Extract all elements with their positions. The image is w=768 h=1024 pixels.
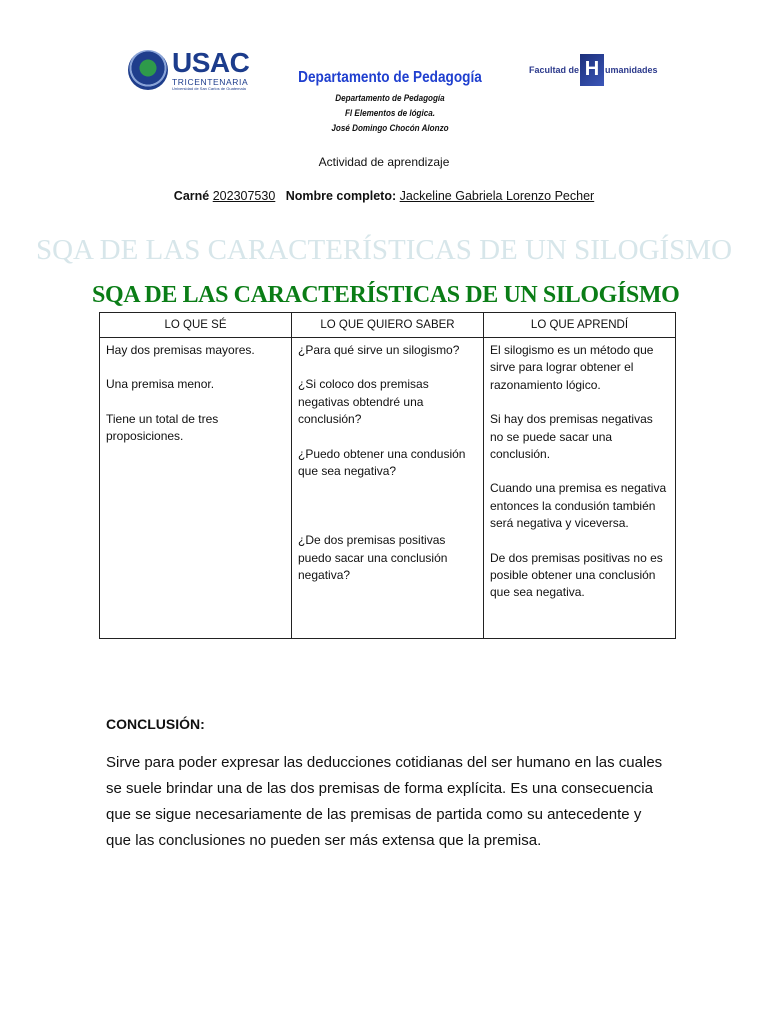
sqa-table (99, 312, 676, 639)
carne-label: Carné (173, 189, 210, 203)
name-label: Nombre completo: (285, 189, 397, 203)
header-line-2: Fl Elementos de lógica. (344, 108, 436, 118)
cell-lo-que-se (100, 338, 292, 639)
usac-subtitle: TRICENTENARIA (172, 76, 249, 87)
list-item: El silogismo es un método que sirve para lograr obtener el razonamiento lógico. (490, 343, 654, 392)
ghost-title: SQA DE LAS CARACTERÍSTICAS DE UN SILOGÍSMO (35, 234, 733, 266)
list-item: Hay dos premisas mayores. (106, 343, 255, 357)
cell-lo-que-quiero-saber (292, 338, 484, 639)
cell-lo-que-aprendi (484, 338, 676, 639)
header-lo-que-aprendi: LO QUE APRENDÍ (484, 313, 676, 338)
list-item: ¿De dos premisas positivas puedo sacar una conclusión negativa? (298, 533, 448, 583)
faculty-suffix: umanidades (605, 65, 658, 75)
list-item: Una premisa menor. (106, 377, 215, 392)
list-item: ¿Para qué sirve un silogismo? (298, 343, 460, 357)
header-lo-que-se: LO QUE SÉ (100, 313, 292, 338)
table-header-row (100, 313, 676, 338)
student-info (0, 189, 768, 203)
table-row (100, 338, 676, 639)
usac-wordmark (172, 46, 250, 92)
conclusion-title: CONCLUSIÓN: (106, 716, 205, 732)
name-value: Jackeline Gabriela Lorenzo Pecher (399, 189, 595, 203)
list-item: De dos premisas positivas no es posible obtener una conclusión que sea negativa. (490, 550, 663, 600)
humanidades-logo (529, 54, 658, 86)
usac-logo (128, 46, 256, 92)
conclusion-text: Sirve para poder expresar las deducciones cotidianas del ser humano en las cuales se suele brindar una de las dos premisas de forma explícita. Es una consecuencia que se sigue necesariamente de las premisas de partida como su antecedente y que las conclusiones no pueden ser más extensa que la premisa. (106, 754, 663, 849)
list-item: ¿Puedo obtener una condusión que sea negativa? (298, 446, 466, 479)
carne-value: 202307530 (212, 189, 276, 203)
usac-name: USAC (172, 46, 250, 78)
usac-seal-icon (128, 50, 168, 90)
faculty-prefix: Facultad de (529, 65, 580, 75)
list-item: ¿Si coloco dos premisas negativas obtendré una conclusión? (298, 377, 429, 427)
department-title: Departamento de Pedagogía (298, 69, 482, 86)
page-title: SQA DE LAS CARACTERÍSTICAS DE UN SILOGÍSMO (92, 282, 680, 308)
list-item: Tiene un total de tres proposiciones. (106, 411, 219, 444)
usac-tiny-text: Universidad de San Carlos de Guatemala (172, 86, 246, 92)
header-lo-que-quiero-saber: LO QUE QUIERO SABER (292, 313, 484, 338)
header-line-1: Departamento de Pedagogía (335, 93, 445, 103)
list-item: Si hay dos premisas negativas no se puede sacar una conclusión. (490, 412, 653, 462)
header-line-3: José Domingo Chocón Alonzo (331, 123, 449, 133)
humanidades-h-icon (580, 54, 604, 86)
list-item: Cuando una premisa es negativa entonces la condusión también será negativa y viceversa. (490, 481, 667, 531)
activity-label: Actividad de aprendizaje (318, 155, 450, 169)
